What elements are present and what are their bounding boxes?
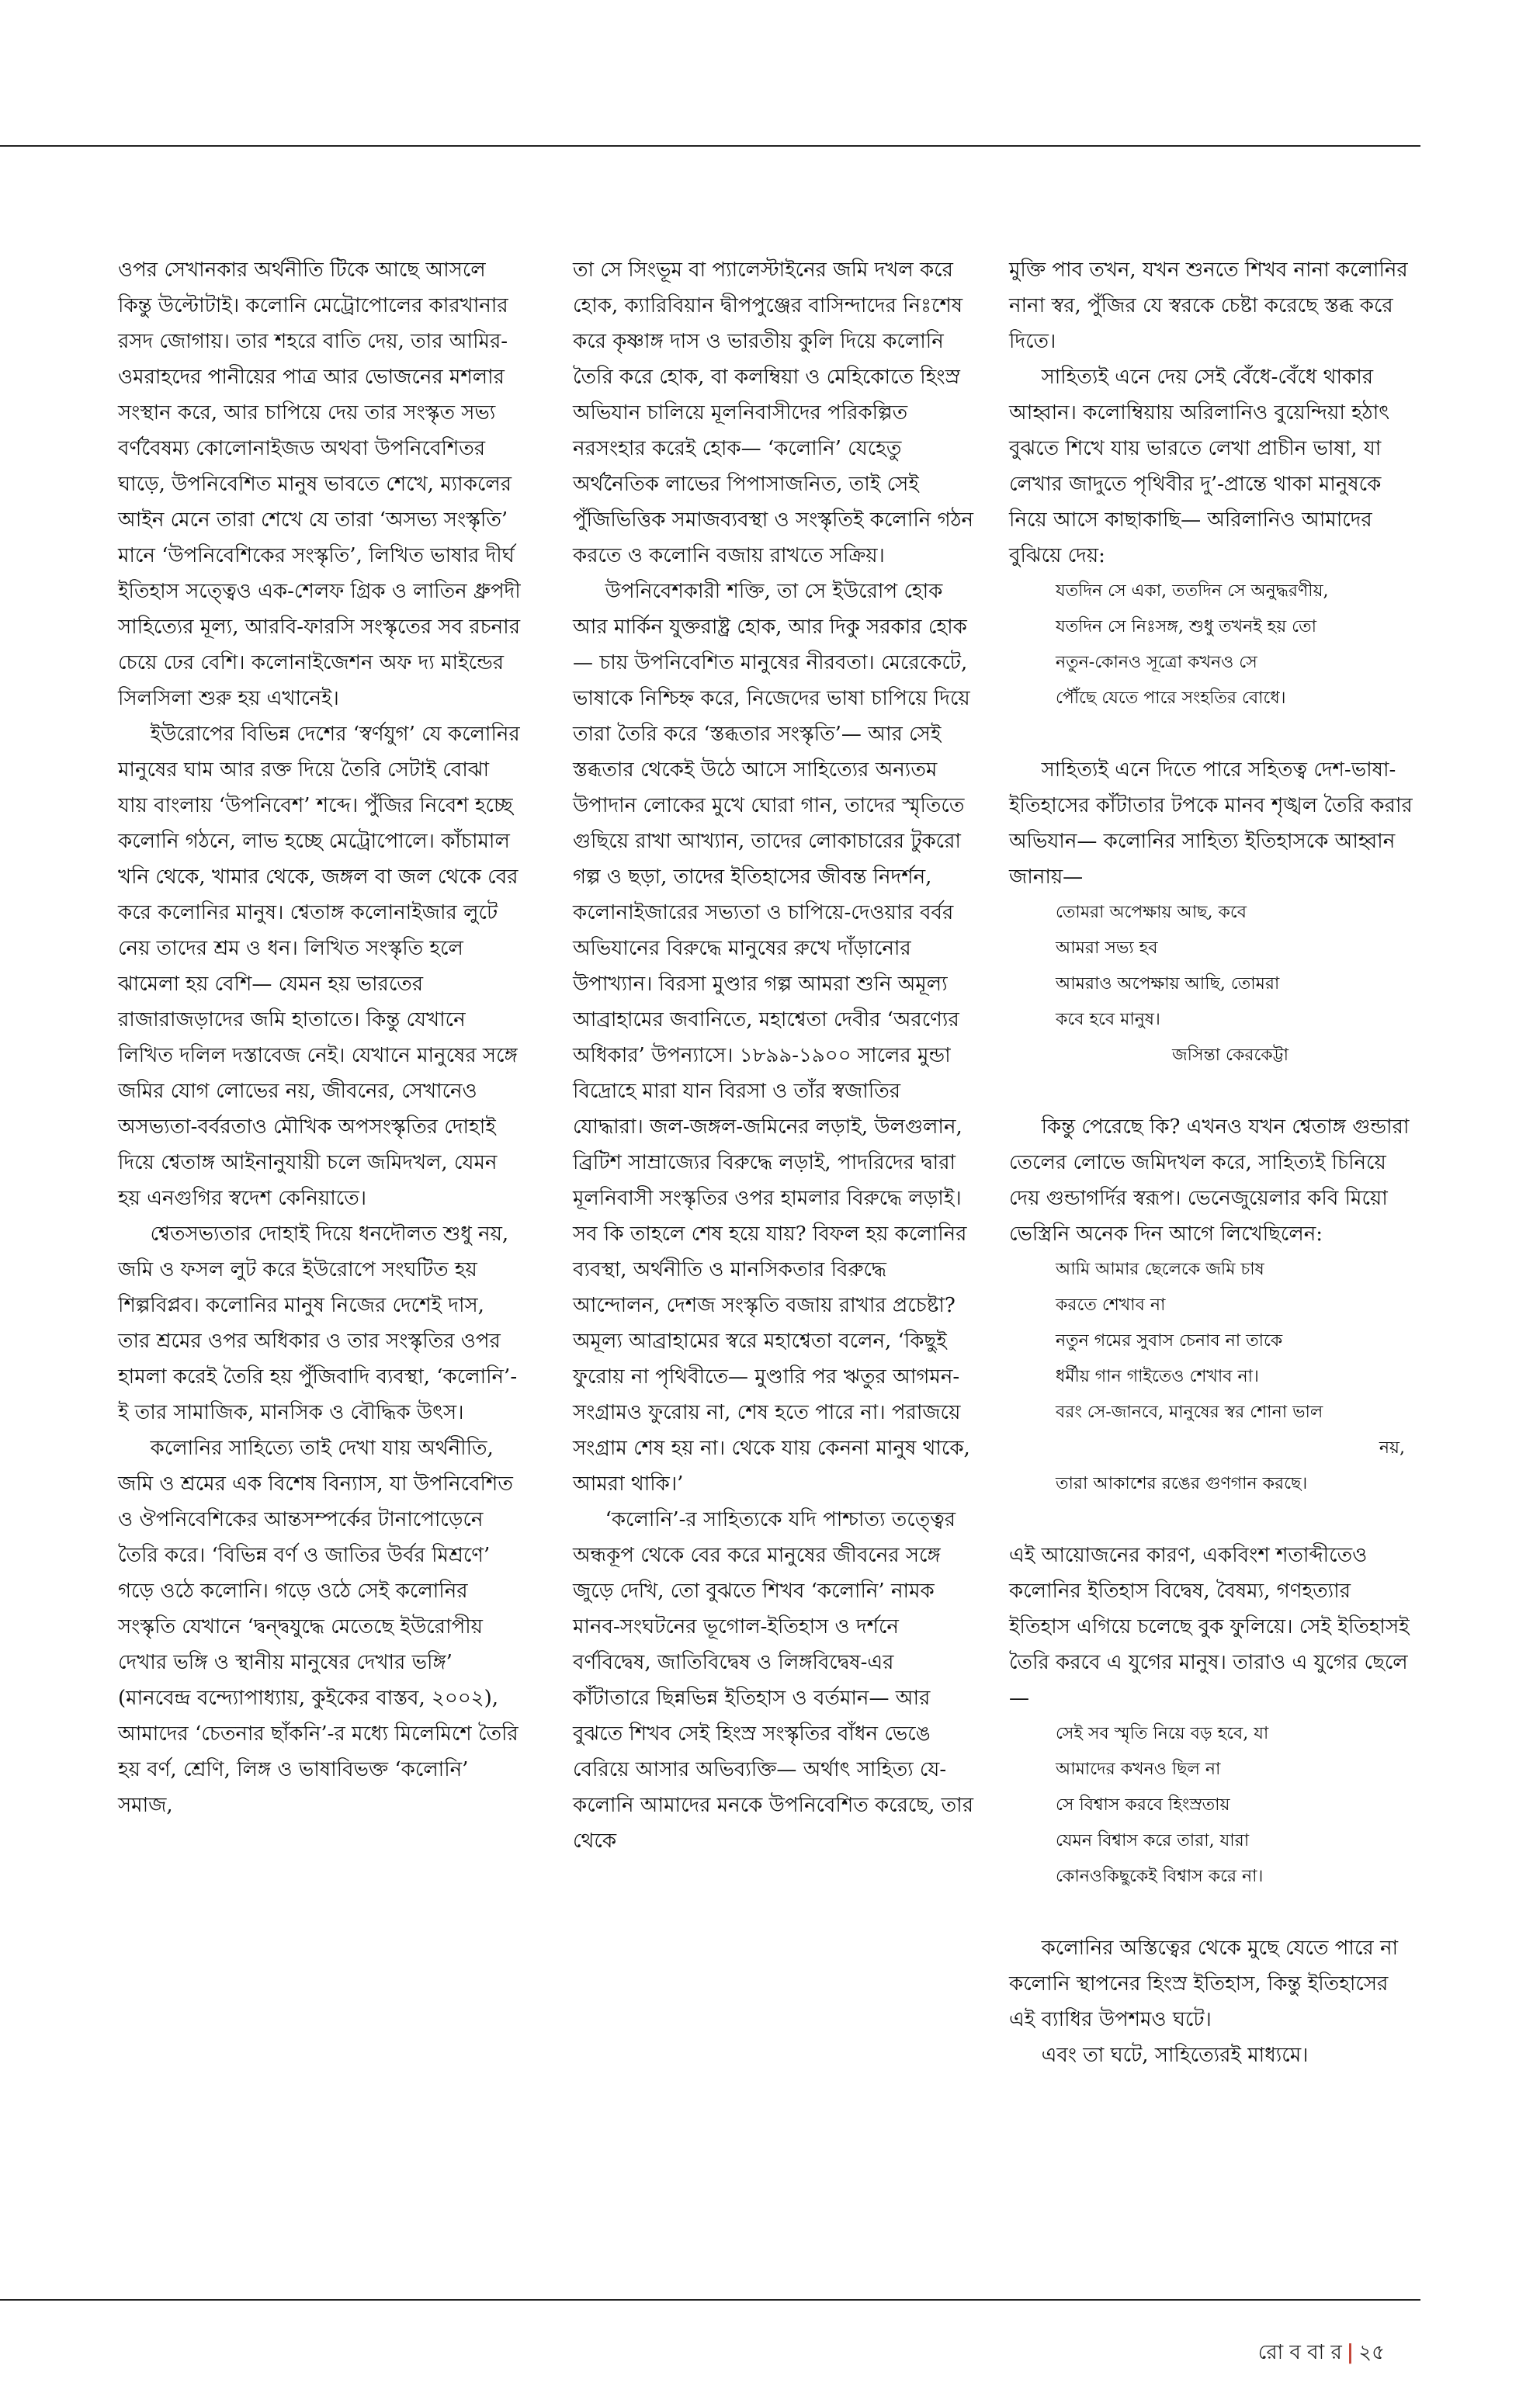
paragraph: ‘কলোনি’-র সাহিত্যকে যদি পাশ্চাত্য তত্ত্বের অন্ধকূপ থেকে বের করে মানুষের জীবনের সঙ্গে জুড়ে দেখি, তো বুঝতে শিখব ‘কলোনি’ নামক মানব-সংঘটনের ভূগোল-ইতিহাস ও দর্শনে বর্ণবিদ্বেষ, জাতিবিদ্বেষ ও লিঙ্গবিদ্বেষ-এর কাঁটাতারে ছিন্নভিন্ন ইতিহাস ও বর্তমান— আর বুঝতে শিখব সেই হিংস্র সংস্কৃতির বাঁধন ভেঙে বেরিয়ে আসার অভিব্যক্তি— অর্থাৎ সাহিত্য যে-কলোনি আমাদের মনকে উপনিবেশিত করেছে, তার থেকে bbox=[573, 1508, 973, 1853]
verse-line: আমি আমার ছেলেকে জমি চাষ bbox=[1056, 1260, 1264, 1279]
paragraph: কলোনির অস্তিত্বের থেকে মুছে যেতে পারে না কলোনি স্থাপনের হিংস্র ইতিহাস, কিন্তু ইতিহাসের এই ব্যাধির উপশমও ঘটে। bbox=[1009, 1937, 1399, 2031]
paragraph: মুক্তি পাব তখন, যখন শুনতে শিখব নানা কলোনির নানা স্বর, পুঁজির যে স্বরকে চেষ্টা করেছে স্তব্ধ করে দিতে। bbox=[1009, 258, 1408, 353]
paragraph: সাহিত্যই এনে দেয় সেই বেঁধে-বেঁধে থাকার আহ্বান। কলোম্বিয়ায় অরিলানিও বুয়েন্দিয়া হঠাৎ বুঝতে শিখে যায় ভারতে লেখা প্রাচীন ভাষা, যা লেখার জাদুতে পৃথিবীর দু’-প্রান্তে থাকা মানুষকে নিয়ে আসে কাছাকাছি— অরিলানিও আমাদের বুঝিয়ে দেয়: bbox=[1009, 366, 1390, 567]
verse-line: যতদিন সে একা, ততদিন সে অনুদ্ধরণীয়, bbox=[1056, 581, 1329, 601]
verse-line: যতদিন সে নিঃসঙ্গ, শুধু তখনই হয় তো bbox=[1056, 617, 1316, 636]
verse-line: যেমন বিশ্বাস করে তারা, যারা bbox=[1056, 1831, 1250, 1850]
verse-line: পৌঁছে যেতে পারে সংহতির বোধে। bbox=[1056, 688, 1286, 708]
column-1 bbox=[118, 252, 522, 1823]
bottom-rule bbox=[0, 2299, 1420, 2301]
poem-quote-3 bbox=[1009, 1252, 1413, 1502]
column-3 bbox=[1009, 252, 1413, 2073]
column-2 bbox=[573, 252, 976, 1859]
poem-quote-4 bbox=[1009, 1716, 1413, 1895]
paragraph: শ্বেতসভ্যতার দোহাই দিয়ে ধনদৌলত শুধু নয়, জমি ও ফসল লুট করে ইউরোপে সংঘটিত হয় শিল্পবিপ্লব। কলোনির মানুষ নিজের দেশেই দাস, তার শ্রমের ওপর অধিকার ও তার সংস্কৃতির ওপর হামলা করেই তৈরি হয় পুঁজিবাদি ব্যবস্থা, ‘কলোনি’-ই তার সামাজিক, মানসিক ও বৌদ্ধিক উৎস। bbox=[118, 1223, 518, 1424]
page-number: ২৫ bbox=[1358, 2341, 1385, 2364]
magazine-name: রো ব বা র bbox=[1257, 2341, 1342, 2364]
verse-line: আমরাও অপেক্ষায় আছি, তোমরা bbox=[1056, 974, 1280, 994]
page-footer bbox=[1258, 2336, 1385, 2370]
verse-line: আমরা সভ্য হব bbox=[1056, 938, 1158, 958]
verse-line: তারা আকাশের রঙের গুণগান করছে। bbox=[1056, 1474, 1308, 1493]
verse-line: সেই সব স্মৃতি নিয়ে বড় হবে, যা bbox=[1056, 1724, 1269, 1743]
verse-line-wrap: নয়, bbox=[1379, 1438, 1405, 1458]
paragraph: তা সে সিংভূম বা প্যালেস্টাইনের জমি দখল করে হোক, ক্যারিবিয়ান দ্বীপপুঞ্জের বাসিন্দাদের নিঃশেষ করে কৃষ্ণাঙ্গ দাস ও ভারতীয় কুলি দিয়ে কলোনি তৈরি করে হোক, বা কলম্বিয়া ও মেহিকোতে হিংস্র অভিযান চালিয়ে মূলনিবাসীদের পরিকল্পিত নরসংহার করেই হোক— ‘কলোনি’ যেহেতু অর্থনৈতিক লাভের পিপাসাজনিত, তাই সেই পুঁজিভিত্তিক সমাজব্যবস্থা ও সংস্কৃতিই কলোনি গঠন করতে ও কলোনি বজায় রাখতে সক্রিয়। bbox=[573, 258, 974, 567]
paragraph: ওপর সেখানকার অর্থনীতি টিকে আছে আসলে কিন্তু উল্টোটাই। কলোনি মেট্রোপোলের কারখানার রসদ জোগায়। তার শহরে বাতি দেয়, তার আমির-ওমরাহদের পানীয়ের পাত্র আর ভোজনের মশলার সংস্থান করে, আর চাপিয়ে দেয় তার সংস্কৃত সভ্য বর্ণবৈষম্য কোলোনাইজড অথবা উপনিবেশিতর ঘাড়ে, উপনিবেশিত মানুষ ভাবতে শেখে, ম্যাকলের আইন মেনে তারা শেখে যে তারা ‘অসভ্য সংস্কৃতি’ মানে ‘উপনিবেশিকের সংস্কৃতি’, লিখিত ভাষার দীর্ঘ ইতিহাস সত্ত্বেও এক-শেলফ গ্রিক ও লাতিন ধ্রুপদী সাহিত্যের মূল্য, আরবি-ফারসি সংস্কৃতের সব রচনার চেয়ে ঢের বেশি। কলোনাইজেশন অফ দ্য মাইন্ডের সিলসিলা শুরু হয় এখানেই। bbox=[118, 258, 521, 710]
paragraph: কলোনির সাহিত্যে তাই দেখা যায় অর্থনীতি, জমি ও শ্রমের এক বিশেষ বিন্যাস, যা উপনিবেশিত ও ঔপনিবেশিকের আন্তসম্পর্কের টানাপোড়েনে তৈরি করে। ‘বিভিন্ন বর্ণ ও জাতির উর্বর মিশ্রণে’ গড়ে ওঠে কলোনি। গড়ে ওঠে সেই কলোনির সংস্কৃতি যেখানে ‘দ্বন্দ্বযুদ্ধে মেতেছে ইউরোপীয় দেখার ভঙ্গি ও স্থানীয় মানুষের দেখার ভঙ্গি’ (মানবেন্দ্র বন্দ্যোপাধ্যায়, কুইকের বাস্তব, ২০০২), আমাদের ‘চেতনার ছাঁকনি’-র মধ্যে মিলেমিশে তৈরি হয় বর্ণ, শ্রেণি, লিঙ্গ ও ভাষাবিভক্ত ‘কলোনি’ সমাজ, bbox=[118, 1437, 519, 1817]
verse-line: কোনওকিছুকেই বিশ্বাস করে না। bbox=[1056, 1867, 1264, 1886]
verse-line: সে বিশ্বাস করবে হিংস্রতায় bbox=[1056, 1795, 1230, 1815]
paragraph: সাহিত্যই এনে দিতে পারে সহিতত্ব দেশ-ভাষা-ইতিহাসের কাঁটাতার টপকে মানব শৃঙ্খল তৈরি করার অভিযান— কলোনির সাহিত্য ইতিহাসকে আহ্বান জানায়— bbox=[1009, 758, 1413, 889]
paragraph: উপনিবেশকারী শক্তি, তা সে ইউরোপ হোক আর মার্কিন যুক্তরাষ্ট্র হোক, আর দিকু সরকার হোক— চায় উপনিবেশিত মানুষের নীরবতা। মেরেকেটে, ভাষাকে নিশ্চিহ্ন করে, নিজেদের ভাষা চাপিয়ে দিয়ে তারা তৈরি করে ‘স্তব্ধতার সংস্কৃতি’— আর সেই স্তব্ধতার থেকেই উঠে আসে সাহিত্যের অন্যতম উপাদান লোকের মুখে ঘোরা গান, তাদের স্মৃতিতে গুছিয়ে রাখা আখ্যান, তাদের লোকাচারের টুকরো গল্প ও ছড়া, তাদের ইতিহাসের জীবন্ত নিদর্শন, কলোনাইজারের সভ্যতা ও চাপিয়ে-দেওয়ার বর্বর অভিযানের বিরুদ্ধে মানুষের রুখে দাঁড়ানোর উপাখ্যান। বিরসা মুণ্ডার গল্প আমরা শুনি অমূল্য আব্রাহামের জবানিতে, মহাশ্বেতা দেবীর ‘অরণ্যের অধিকার’ উপন্যাসে। ১৮৯৯-১৯০০ সালের মুন্ডা বিদ্রোহে মারা যান বিরসা ও তাঁর স্বজাতির যোদ্ধারা। জল-জঙ্গল-জমিনের লড়াই, উলগুলান, ব্রিটিশ সাম্রাজ্যের বিরুদ্ধে লড়াই, পাদরিদের দ্বারা মূলনিবাসী সংস্কৃতির ওপর হামলার বিরুদ্ধে লড়াই। সব কি তাহলে শেষ হয়ে যায়? বিফল হয় কলোনির ব্যবস্থা, অর্থনীতি ও মানসিকতার বিরুদ্ধে আন্দোলন, দেশজ সংস্কৃতি বজায় রাখার প্রচেষ্টা? অমূল্য আব্রাহামের স্বরে মহাশ্বেতা বলেন, ‘কিছুই ফুরোয় না পৃথিবীতে— মুণ্ডারি পর ঋতুর আগমন-সংগ্রামও ফুরোয় না, শেষ হতে পারে না। পরাজয়ে সংগ্রাম শেষ হয় না। থেকে যায় কেননা মানুষ থাকে, আমরা থাকি।’ bbox=[573, 580, 970, 1496]
poem-quote-2 bbox=[1009, 895, 1413, 1073]
verse-line: নতুন-কোনও সূত্রো কখনও সে bbox=[1056, 653, 1257, 672]
poem-author: জসিন্তা কেরকেট্টা bbox=[1172, 1046, 1289, 1065]
verse-line: আমাদের কখনও ছিল না bbox=[1056, 1760, 1221, 1779]
paragraph: কিন্তু পেরেছে কি? এখনও যখন শ্বেতাঙ্গ গুন্ডারা তেলের লোভে জমিদখল করে, সাহিত্যই চিনিয়ে দেয় গুন্ডাগর্দির স্বরূপ। ভেনেজুয়েলার কবি মিয়ো ভেস্ত্রিনি অনেক দিন আগে লিখেছিলেন: bbox=[1009, 1115, 1410, 1246]
top-rule bbox=[0, 145, 1420, 147]
paragraph: এবং তা ঘটে, সাহিত্যেরই মাধ্যমে। bbox=[1041, 2044, 1309, 2067]
verse-line: তোমরা অপেক্ষায় আছ, কবে bbox=[1056, 903, 1247, 922]
verse-line: বরং সে-জানবে, মানুষের স্বর শোনা ভাল bbox=[1056, 1403, 1323, 1422]
poem-quote-1 bbox=[1009, 574, 1413, 716]
verse-line: কবে হবে মানুষ। bbox=[1056, 1010, 1160, 1029]
verse-line: নতুন গমের সুবাস চেনাব না তাকে bbox=[1056, 1331, 1283, 1351]
paragraph: ইউরোপের বিভিন্ন দেশের ‘স্বর্ণযুগ’ যে কলোনির মানুষের ঘাম আর রক্ত দিয়ে তৈরি সেটাই বোঝা যায় বাংলায় ‘উপনিবেশ’ শব্দে। পুঁজির নিবেশ হচ্ছে কলোনি গঠনে, লাভ হচ্ছে মেট্রোপোলে। কাঁচামাল খনি থেকে, খামার থেকে, জঙ্গল বা জল থেকে বের করে কলোনির মানুষ। শ্বেতাঙ্গ কলোনাইজার লুটে নেয় তাদের শ্রম ও ধন। লিখিত সংস্কৃতি হলে ঝামেলা হয় বেশি— যেমন হয় ভারতের রাজারাজড়াদের জমি হাতাতে। কিন্তু যেখানে লিখিত দলিল দস্তাবেজ নেই। যেখানে মানুষের সঙ্গে জমির যোগ লোভের নয়, জীবনের, সেখানেও অসভ্যতা-বর্বরতাও মৌখিক অপসংস্কৃতির দোহাই দিয়ে শ্বেতাঙ্গ আইনানুযায়ী চলে জমিদখল, যেমন হয় এনগুগির স্বদেশ কেনিয়াতে। bbox=[118, 723, 520, 1210]
verse-line: ধর্মীয় গান গাইতেও শেখাব না। bbox=[1056, 1367, 1259, 1386]
paragraph: এই আয়োজনের কারণ, একবিংশ শতাব্দীতেও কলোনির ইতিহাস বিদ্বেষ, বৈষম্য, গণহত্যার ইতিহাস এগিয়ে চলেছে বুক ফুলিয়ে। সেই ইতিহাসই তৈরি করবে এ যুগের মানুষ। তারাও এ যুগের ছেলে— bbox=[1009, 1544, 1410, 1710]
footer-separator: | bbox=[1346, 2341, 1354, 2364]
verse-line: করতে শেখাব না bbox=[1056, 1295, 1166, 1315]
